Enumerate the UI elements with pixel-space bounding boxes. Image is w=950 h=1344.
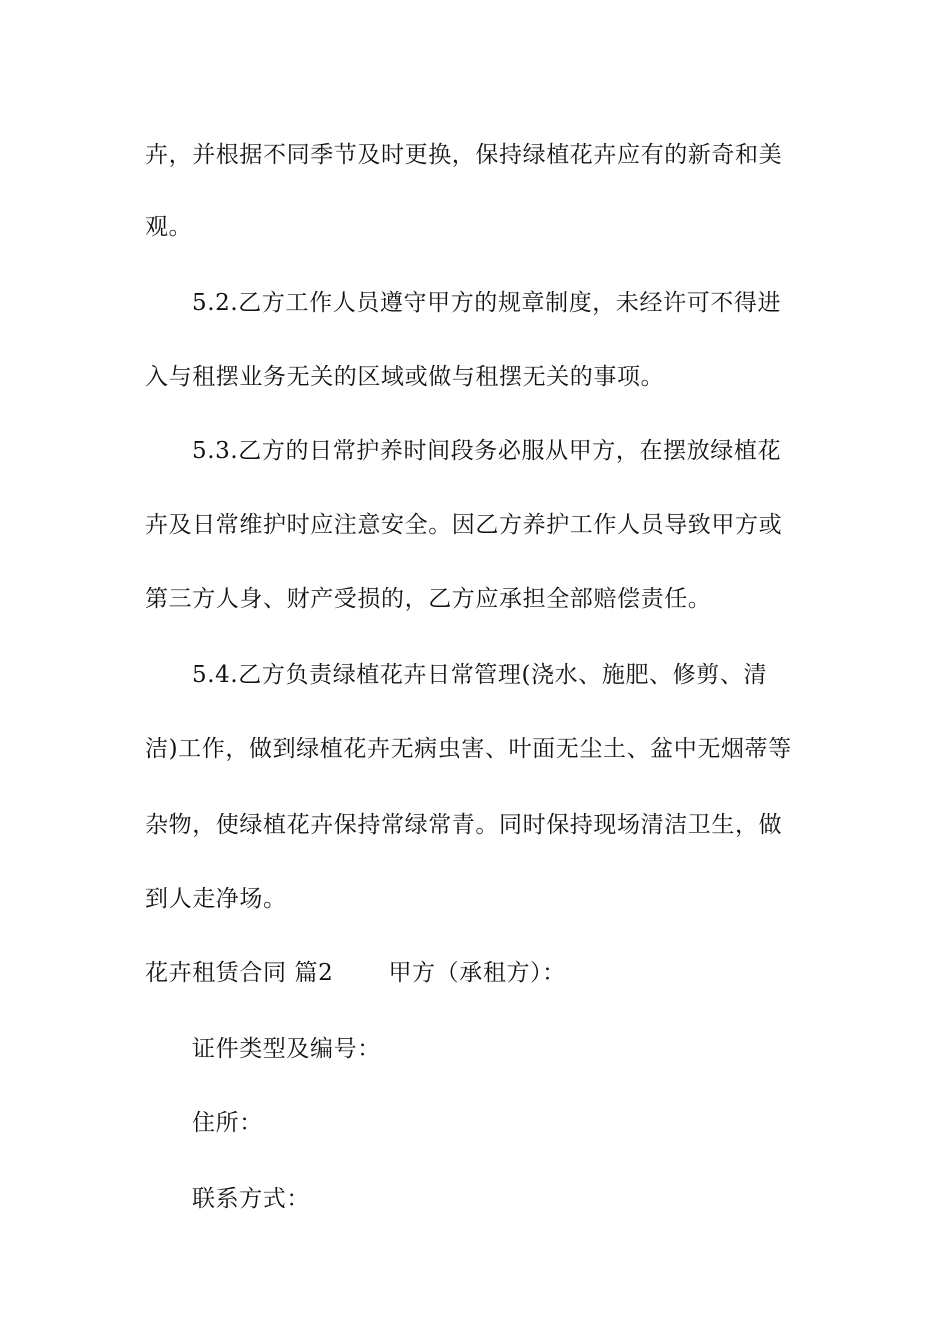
clause-5-2-line: 5.2.乙方工作人员遵守甲方的规章制度，未经许可不得进 [192,290,782,316]
id-type-label: 证件类型及编号： [192,1036,381,1062]
paragraph-line: 卉及日常维护时应注意安全。因乙方养护工作人员导致甲方或 [145,512,783,538]
paragraph-line: 到人走净场。 [145,886,287,912]
paragraph-line: 杂物，使绿植花卉保持常绿常青。同时保持现场清洁卫生，做 [145,812,783,838]
paragraph-line: 观。 [145,214,193,240]
address-label: 住所： [192,1110,263,1136]
paragraph-line: 入与租摆业务无关的区域或做与租摆无关的事项。 [145,364,665,390]
paragraph-line: 洁)工作，做到绿植花卉无病虫害、叶面无尘土、盆中无烟蒂等 [145,736,792,762]
clause-5-3-line: 5.3.乙方的日常护养时间段务必服从甲方，在摆放绿植花 [192,438,782,464]
clause-5-4-line: 5.4.乙方负责绿植花卉日常管理(浇水、施肥、修剪、清 [192,662,768,688]
paragraph-line: 卉，并根据不同季节及时更换，保持绿植花卉应有的新奇和美 [145,142,783,168]
paragraph-line: 第三方人身、财产受损的，乙方应承担全部赔偿责任。 [145,586,712,612]
section-heading-line: 花卉租赁合同 篇2 甲方（承租方）： [145,960,566,986]
contact-label: 联系方式： [192,1186,310,1212]
